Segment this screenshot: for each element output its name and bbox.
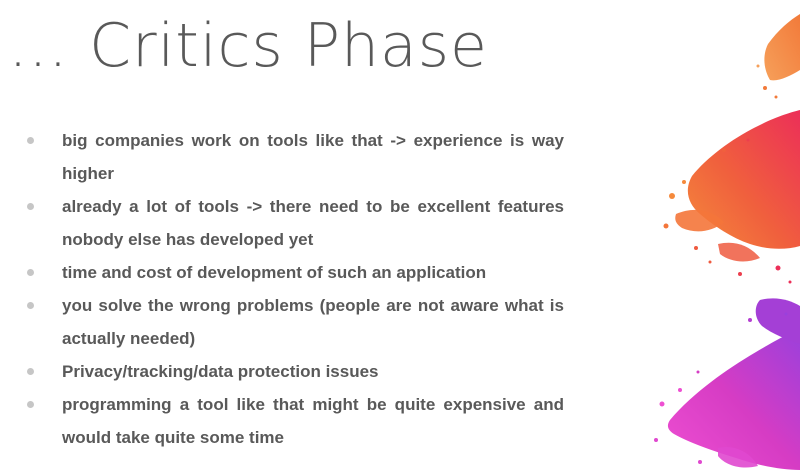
bullet-list — [24, 124, 564, 454]
bullet-item — [24, 256, 564, 289]
bullet-item — [24, 124, 564, 190]
bullet-dot-icon — [27, 401, 34, 408]
bullet-dot-icon — [27, 269, 34, 276]
orange-red-splash — [664, 110, 800, 284]
bullet-dot-icon — [27, 137, 34, 144]
bullet-text: programming a tool like that might be quite expensive and would take quite some time — [62, 395, 564, 447]
slide-title: … Critics Phase — [8, 11, 488, 81]
bullet-dot-icon — [27, 368, 34, 375]
bullet-item — [24, 190, 564, 256]
paint-splash-decoration — [600, 0, 800, 475]
bullet-item — [24, 355, 564, 388]
bullet-item — [24, 289, 564, 355]
orange-splash-top — [757, 14, 800, 99]
bullet-text: Privacy/tracking/data protection issues — [62, 362, 379, 381]
bullet-text: already a lot of tools -> there need to be excellent features nobody else has developed yet — [62, 197, 564, 249]
bullet-dot-icon — [27, 302, 34, 309]
bullet-dot-icon — [27, 203, 34, 210]
magenta-splash — [654, 298, 800, 470]
bullet-text: time and cost of development of such an application — [62, 263, 487, 282]
bullet-item — [24, 388, 564, 454]
bullet-text: you solve the wrong problems (people are not aware what is actually needed) — [62, 296, 564, 348]
bullet-text: big companies work on tools like that -> experience is way higher — [62, 131, 564, 183]
